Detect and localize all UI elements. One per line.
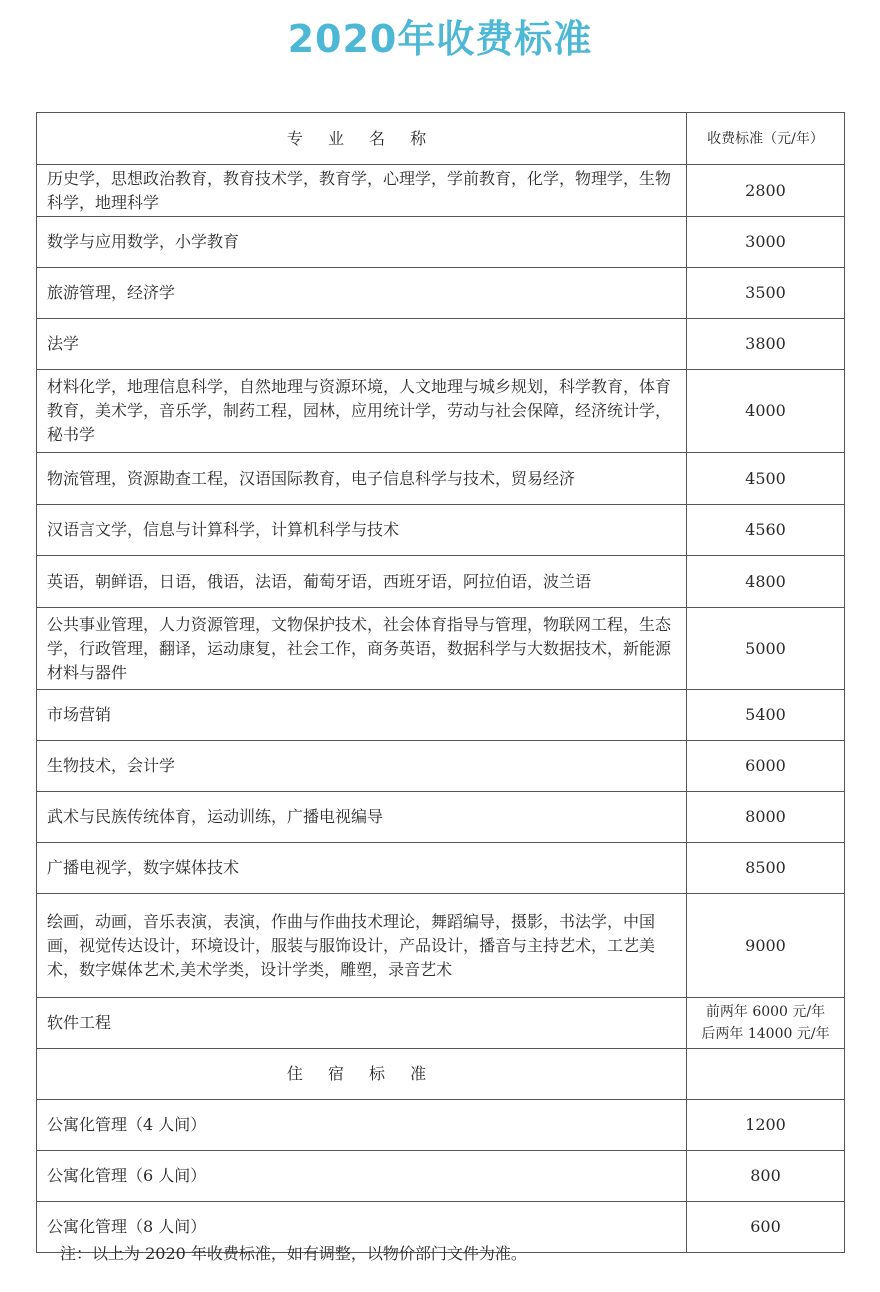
major-names: 物流管理，资源勘查工程，汉语国际教育，电子信息科学与技术，贸易经济 xyxy=(37,453,687,505)
housing-name: 公寓化管理（6 人间） xyxy=(37,1151,687,1202)
table-row xyxy=(37,370,845,453)
fee-value: 8500 xyxy=(687,843,845,894)
fee-value: 9000 xyxy=(687,894,845,998)
housing-header: 住 宿 标 准 xyxy=(37,1049,687,1100)
major-names: 生物技术，会计学 xyxy=(37,741,687,792)
housing-header-empty-cell xyxy=(687,1049,845,1100)
table-row xyxy=(37,792,845,843)
table-row xyxy=(37,690,845,741)
fee-value: 4560 xyxy=(687,505,845,556)
fee-value: 2800 xyxy=(687,165,845,217)
major-names: 汉语言文学，信息与计算科学，计算机科学与技术 xyxy=(37,505,687,556)
fee-value: 4800 xyxy=(687,556,845,608)
fee-value: 8000 xyxy=(687,792,845,843)
fee-table xyxy=(36,112,845,1253)
software-fee-last-two-years: 后两年 14000 元/年 xyxy=(701,1026,830,1042)
table-row xyxy=(37,843,845,894)
housing-header-row xyxy=(37,1049,845,1100)
housing-fee: 1200 xyxy=(687,1100,845,1151)
major-names: 绘画，动画，音乐表演，表演，作曲与作曲技术理论，舞蹈编导，摄影，书法学，中国画，视觉传达设计，环境设计，服装与服饰设计，产品设计，播音与主持艺术，工艺美术，数字媒体艺术,美术学类，设计学类，雕塑，录音艺术 xyxy=(37,894,687,998)
housing-row xyxy=(37,1151,845,1202)
major-names: 广播电视学，数字媒体技术 xyxy=(37,843,687,894)
housing-row xyxy=(37,1100,845,1151)
major-names: 旅游管理，经济学 xyxy=(37,268,687,319)
fee-value: 3800 xyxy=(687,319,845,370)
table-row xyxy=(37,453,845,505)
table-row xyxy=(37,268,845,319)
fee-value: 4500 xyxy=(687,453,845,505)
software-fee xyxy=(687,998,845,1049)
table-row xyxy=(37,894,845,998)
housing-fee: 600 xyxy=(687,1202,845,1253)
major-names: 武术与民族传统体育，运动训练，广播电视编导 xyxy=(37,792,687,843)
software-fee-first-two-years: 前两年 6000 元/年 xyxy=(705,1004,826,1020)
table-row xyxy=(37,608,845,690)
page-title: 2020年收费标准 xyxy=(287,17,593,61)
fee-value: 5400 xyxy=(687,690,845,741)
housing-name: 公寓化管理（4 人间） xyxy=(37,1100,687,1151)
table-header-row xyxy=(37,113,845,165)
table-row xyxy=(37,505,845,556)
major-names: 数学与应用数学，小学教育 xyxy=(37,217,687,268)
table-row xyxy=(37,741,845,792)
footnote: 注：以上为 2020 年收费标准，如有调整，以物价部门文件为准。 xyxy=(60,1244,527,1263)
table-row xyxy=(37,556,845,608)
table-row xyxy=(37,319,845,370)
fee-value: 6000 xyxy=(687,741,845,792)
major-names: 法学 xyxy=(37,319,687,370)
major-names: 历史学，思想政治教育，教育技术学，教育学，心理学，学前教育，化学，物理学，生物科学，地理科学 xyxy=(37,165,687,217)
housing-name: 公寓化管理（8 人间） xyxy=(37,1202,687,1253)
fee-value: 3500 xyxy=(687,268,845,319)
table-row xyxy=(37,165,845,217)
software-row xyxy=(37,998,845,1049)
fee-value: 4000 xyxy=(687,370,845,453)
major-names: 软件工程 xyxy=(37,998,687,1049)
major-names: 市场营销 xyxy=(37,690,687,741)
major-names: 材料化学，地理信息科学，自然地理与资源环境，人文地理与城乡规划，科学教育，体育教育，美术学，音乐学，制药工程，园林，应用统计学，劳动与社会保障，经济统计学，秘书学 xyxy=(37,370,687,453)
major-names: 英语，朝鲜语，日语，俄语，法语，葡萄牙语，西班牙语，阿拉伯语，波兰语 xyxy=(37,556,687,608)
header-fee: 收费标准（元/年） xyxy=(687,113,845,165)
fee-value: 3000 xyxy=(687,217,845,268)
housing-fee: 800 xyxy=(687,1151,845,1202)
table-row xyxy=(37,217,845,268)
major-names: 公共事业管理，人力资源管理，文物保护技术，社会体育指导与管理，物联网工程，生态学，行政管理，翻译，运动康复，社会工作，商务英语，数据科学与大数据技术，新能源材料与器件 xyxy=(37,608,687,690)
fee-value: 5000 xyxy=(687,608,845,690)
header-major-name: 专 业 名 称 xyxy=(37,113,687,165)
